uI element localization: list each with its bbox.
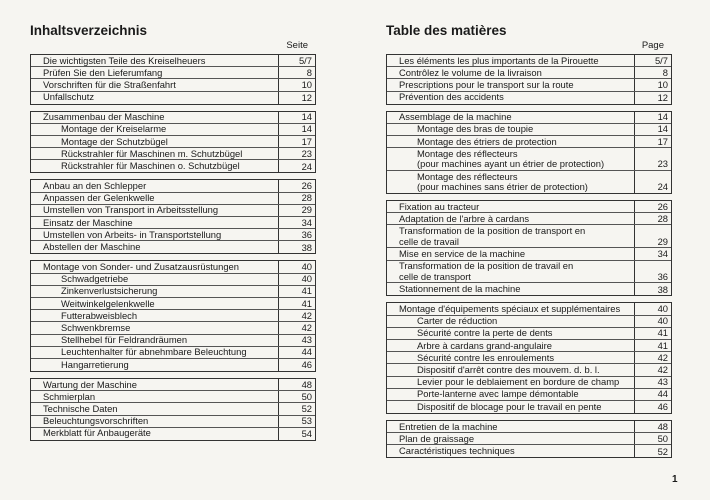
toc-entry	[31, 92, 315, 104]
toc-entry	[31, 310, 315, 322]
toc-entry	[31, 229, 315, 241]
toc-entry-title: Levier pour le deblaiement en bordure de champ	[387, 377, 635, 388]
toc-entry-title: Montage der Kreiselarme	[31, 124, 279, 135]
toc-section	[30, 260, 316, 372]
toc-section	[386, 54, 672, 105]
toc-entry-page: 14	[301, 123, 312, 135]
toc-entry-page: 54	[301, 428, 312, 440]
toc-entry-page: 10	[657, 78, 668, 90]
toc-entry-page: 5/7	[654, 54, 668, 66]
toc-entry-title: Montage von Sonder- und Zusatzausrüstungen	[31, 261, 279, 272]
toc-entry	[31, 274, 315, 286]
toc-entry-page: 44	[657, 388, 668, 400]
toc-entry-title: Unfallschutz	[31, 92, 279, 104]
toc-entry-title: Arbre à cardans grand-angulaire	[387, 340, 635, 351]
toc-title-french: Table des matières	[386, 23, 507, 38]
toc-entry-title: Die wichtigsten Teile des Kreiselheuers	[31, 55, 279, 66]
toc-entry-page: 8	[306, 66, 312, 78]
toc-entry-title: Fixation au tracteur	[387, 201, 635, 212]
toc-entry-title: Entretien de la machine	[387, 421, 635, 432]
toc-entry-title: Dispositif d'arrêt contre des mouvem. d. b. l.	[387, 364, 635, 375]
toc-entry-page: 14	[657, 123, 668, 135]
toc-entry	[31, 261, 315, 273]
toc-entry	[387, 225, 671, 248]
toc-entry-page: 12	[657, 91, 668, 103]
toc-entry-page: 24	[657, 181, 668, 193]
toc-entry-title: Montage des réflecteurs (pour machines ayant un étrier de protection)	[387, 148, 635, 170]
toc-entry-title: Schwenkbremse	[31, 322, 279, 333]
toc-entry-page: 44	[301, 346, 312, 358]
toc-entry-title: Anpassen der Gelenkwelle	[31, 193, 279, 204]
page-number: 1	[672, 474, 678, 485]
toc-entry-title: Prescriptions pour le transport sur la route	[387, 79, 635, 90]
toc-entry-title: Umstellen von Transport in Arbeitsstellung	[31, 205, 279, 216]
toc-entry	[387, 148, 671, 171]
toc-entry-page: 29	[301, 204, 312, 216]
toc-entry-page: 5/7	[298, 54, 312, 66]
toc-entry	[31, 180, 315, 192]
toc-entry	[31, 205, 315, 217]
toc-entry-page: 23	[657, 158, 668, 170]
toc-entry-page: 26	[301, 179, 312, 191]
toc-entry-page: 28	[657, 212, 668, 224]
toc-entry-title: Hangarretierung	[31, 359, 279, 371]
toc-entry-title: Vorschriften für die Straßenfahrt	[31, 79, 279, 90]
toc-entry	[387, 364, 671, 376]
toc-entry	[31, 335, 315, 347]
toc-section	[30, 378, 316, 441]
toc-entry-title: Montage des bras de toupie	[387, 124, 635, 135]
toc-entry	[31, 347, 315, 359]
toc-entry	[31, 67, 315, 79]
toc-entry-page: 29	[657, 235, 668, 247]
toc-entry-page: 46	[301, 359, 312, 371]
toc-entry-page: 42	[301, 321, 312, 333]
toc-entry	[31, 124, 315, 136]
toc-entry	[387, 377, 671, 389]
toc-entry-title: Umstellen von Arbeits- in Transportstellung	[31, 229, 279, 240]
toc-entry-page: 40	[301, 273, 312, 285]
toc-entry-title: Stellhebel für Feldrandräumen	[31, 335, 279, 346]
toc-entry-title: Wartung der Maschine	[31, 379, 279, 390]
toc-entry	[31, 286, 315, 298]
toc-entry	[31, 403, 315, 415]
toc-entry-page: 48	[657, 420, 668, 432]
toc-entry	[387, 352, 671, 364]
toc-entry-page: 50	[301, 390, 312, 402]
toc-entry-title: Schwadgetriebe	[31, 274, 279, 285]
toc-entry-title: Porte-lanterne avec lampe démontable	[387, 389, 635, 400]
toc-entry	[387, 445, 671, 457]
toc-groups-french	[386, 54, 672, 458]
toc-entry	[387, 283, 671, 295]
toc-entry-title: Transformation de la position de travail en celle de transport	[387, 261, 635, 283]
toc-entry	[31, 193, 315, 205]
toc-entry	[387, 92, 671, 104]
toc-entry	[31, 298, 315, 310]
toc-entry-page: 42	[657, 351, 668, 363]
toc-entry	[31, 79, 315, 91]
toc-entry	[387, 136, 671, 148]
toc-entry-page: 48	[301, 378, 312, 390]
toc-entry-page: 42	[301, 309, 312, 321]
toc-entry	[387, 433, 671, 445]
toc-entry-title: Les éléments les plus importants de la Pirouette	[387, 55, 635, 66]
toc-entry-title: Contrôlez le volume de la livraison	[387, 67, 635, 78]
toc-entry-page: 41	[657, 327, 668, 339]
toc-entry-page: 42	[657, 363, 668, 375]
toc-section	[30, 54, 316, 105]
toc-entry-page: 40	[301, 260, 312, 272]
toc-french	[386, 22, 672, 458]
toc-entry-title: Prévention des accidents	[387, 92, 635, 104]
toc-entry	[31, 241, 315, 253]
toc-entry-page: 46	[657, 401, 668, 413]
toc-entry	[387, 389, 671, 401]
toc-section	[386, 200, 672, 296]
toc-entry	[387, 171, 671, 193]
toc-entry-title: Caractéristiques techniques	[387, 445, 635, 457]
toc-entry-page: 40	[657, 302, 668, 314]
toc-entry-title: Beleuchtungsvorschriften	[31, 416, 279, 427]
toc-entry-title: Merkblatt für Anbaugeräte	[31, 428, 279, 440]
toc-entry-title: Zusammenbau der Maschine	[31, 112, 279, 123]
toc-entry-title: Transformation de la position de transport en celle de travail	[387, 225, 635, 247]
toc-entry	[387, 79, 671, 91]
toc-entry-title: Prüfen Sie den Lieferumfang	[31, 67, 279, 78]
toc-entry-page: 52	[657, 445, 668, 457]
toc-entry-page: 43	[301, 334, 312, 346]
toc-entry-title: Technische Daten	[31, 403, 279, 414]
toc-entry-title: Dispositif de blocage pour le travail en pente	[387, 401, 635, 413]
toc-groups-german	[30, 54, 316, 441]
toc-entry-title: Abstellen der Maschine	[31, 241, 279, 253]
toc-section	[30, 179, 316, 254]
page-column-header-french: Page	[641, 40, 664, 51]
toc-entry-title: Montage der Schutzbügel	[31, 136, 279, 147]
toc-entry-title: Weitwinkelgelenkwelle	[31, 298, 279, 309]
toc-entry-page: 10	[301, 78, 312, 90]
toc-entry-page: 17	[657, 135, 668, 147]
toc-entry-page: 41	[657, 339, 668, 351]
toc-entry	[31, 160, 315, 172]
page-column-header-german: Seite	[286, 40, 308, 51]
toc-entry	[31, 428, 315, 440]
toc-entry-page: 50	[657, 432, 668, 444]
toc-entry-title: Mise en service de la machine	[387, 248, 635, 259]
toc-entry	[387, 213, 671, 225]
toc-entry-title: Adaptation de l'arbre à cardans	[387, 213, 635, 224]
toc-entry-page: 26	[657, 200, 668, 212]
toc-entry-page: 17	[301, 135, 312, 147]
toc-entry-page: 24	[301, 160, 312, 172]
toc-entry	[387, 316, 671, 328]
toc-entry	[387, 112, 671, 124]
toc-entry	[387, 201, 671, 213]
toc-entry-title: Sécurité contre les enroulements	[387, 352, 635, 363]
toc-entry-page: 12	[301, 91, 312, 103]
toc-entry	[31, 136, 315, 148]
toc-entry	[387, 328, 671, 340]
toc-entry	[387, 248, 671, 260]
toc-entry	[31, 391, 315, 403]
toc-entry-title: Einsatz der Maschine	[31, 217, 279, 228]
toc-entry-title: Assemblage de la machine	[387, 112, 635, 123]
toc-entry-page: 8	[662, 66, 668, 78]
toc-entry-page: 41	[301, 285, 312, 297]
toc-entry	[31, 55, 315, 67]
toc-entry-page: 53	[301, 415, 312, 427]
toc-entry-title: Montage d'équipements spéciaux et supplémentaires	[387, 303, 635, 314]
toc-entry-title: Futterabweisblech	[31, 310, 279, 321]
toc-entry	[387, 261, 671, 284]
toc-entry-title: Carter de réduction	[387, 316, 635, 327]
toc-entry-page: 14	[301, 111, 312, 123]
toc-entry	[387, 55, 671, 67]
toc-entry-title: Schmierplan	[31, 391, 279, 402]
toc-entry	[31, 416, 315, 428]
toc-entry-page: 41	[301, 297, 312, 309]
toc-entry	[31, 379, 315, 391]
toc-entry	[387, 303, 671, 315]
toc-entry-page: 14	[657, 111, 668, 123]
toc-entry	[387, 421, 671, 433]
toc-entry-title: Sécurité contre la perte de dents	[387, 328, 635, 339]
toc-entry-page: 28	[301, 192, 312, 204]
toc-section	[30, 111, 316, 174]
toc-title-german: Inhaltsverzeichnis	[30, 23, 148, 38]
toc-entry-title: Rückstrahler für Maschinen o. Schutzbügel	[31, 160, 279, 172]
toc-entry	[387, 124, 671, 136]
toc-entry-title: Anbau an den Schlepper	[31, 180, 279, 191]
toc-entry-page: 36	[301, 228, 312, 240]
toc-section	[386, 111, 672, 194]
toc-entry-page: 34	[657, 247, 668, 259]
toc-section	[386, 302, 672, 414]
toc-entry-title: Stationnement de la machine	[387, 283, 635, 295]
toc-entry-page: 38	[657, 283, 668, 295]
toc-entry	[387, 340, 671, 352]
toc-entry	[387, 67, 671, 79]
toc-entry-page: 23	[301, 147, 312, 159]
toc-entry-page: 52	[301, 402, 312, 414]
toc-entry-title: Montage des réflecteurs (pour machines sans étrier de protection)	[387, 171, 635, 193]
toc-entry	[387, 401, 671, 413]
toc-entry-page: 38	[301, 241, 312, 253]
toc-entry	[31, 359, 315, 371]
toc-entry	[31, 217, 315, 229]
toc-entry	[31, 112, 315, 124]
toc-entry	[31, 148, 315, 160]
toc-german	[30, 22, 316, 441]
toc-entry-page: 34	[301, 216, 312, 228]
toc-entry-title: Rückstrahler für Maschinen m. Schutzbügel	[31, 148, 279, 159]
toc-entry-page: 40	[657, 315, 668, 327]
toc-entry-page: 36	[657, 270, 668, 282]
toc-entry	[31, 322, 315, 334]
toc-section	[386, 420, 672, 458]
toc-entry-title: Montage des étriers de protection	[387, 136, 635, 147]
toc-entry-title: Leuchtenhalter für abnehmbare Beleuchtung	[31, 347, 279, 358]
toc-entry-title: Plan de graissage	[387, 433, 635, 444]
toc-entry-title: Zinkenverlustsicherung	[31, 286, 279, 297]
toc-entry-page: 43	[657, 376, 668, 388]
